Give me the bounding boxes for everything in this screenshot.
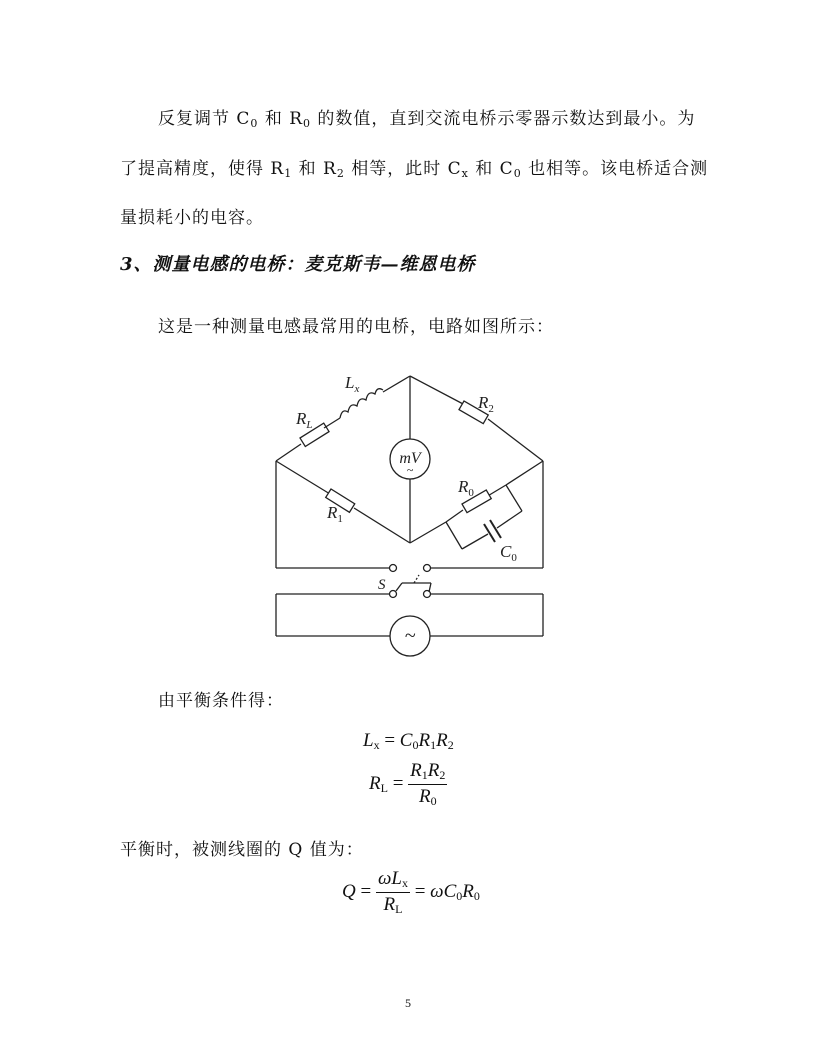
text: 和 R <box>292 159 337 179</box>
ac-source-symbol: ~ <box>404 625 416 647</box>
label-RL: $R_L$ <box>296 409 313 431</box>
maxwell-wien-bridge-diagram <box>262 368 562 658</box>
text: 了提高精度，使得 R <box>120 159 285 179</box>
label-R1: $R_1$ <box>327 503 343 525</box>
subscript: 1 <box>284 167 293 180</box>
balance-intro: 由平衡条件得： <box>158 691 284 711</box>
page-number: 5 <box>405 996 411 1010</box>
label-R2: $R_2$ <box>478 393 494 415</box>
meter-ac-symbol: ~ <box>406 463 414 477</box>
text: 反复调节 C <box>158 109 251 129</box>
text: 和 R <box>258 109 304 129</box>
subscript: 2 <box>336 167 345 180</box>
paragraph-line-2 <box>120 154 708 180</box>
subscript: 0 <box>303 117 312 130</box>
subscript: 0 <box>250 117 259 130</box>
subscript: 0 <box>513 167 522 180</box>
label-R0: $R_0$ <box>458 477 474 499</box>
label-switch: S <box>378 577 386 593</box>
text: 也相等。该电桥适合测 <box>521 159 709 179</box>
text: 相等，此时 C <box>344 159 462 179</box>
text: 和 C <box>468 159 514 179</box>
equation-q-factor: Q = $\frac{\omega L_x}{R_L}$ = $\omega C_0R_0$ <box>342 868 480 916</box>
label-C0: $C_0$ <box>500 542 517 564</box>
section-heading: 3、测量电感的电桥：麦克斯韦—维恩电桥 <box>120 254 476 275</box>
q-intro: 平衡时，被测线圈的 Q 值为： <box>120 840 364 860</box>
label-Lx: $L_x$ <box>345 373 360 395</box>
meter-label: mV <box>399 450 421 467</box>
text: 的数值，直到交流电桥示零器示数达到最小。为 <box>311 109 696 129</box>
equation-resistance: $R_L$ = $\frac{R_1R_2}{R_0}$ <box>369 760 446 808</box>
paragraph-line-1 <box>158 104 695 130</box>
paragraph-line-3: 量损耗小的电容。 <box>120 208 264 228</box>
subscript: x <box>461 167 469 180</box>
equation-inductance: $L_x = C_0R_1R_2$ <box>363 730 454 752</box>
intro-text: 这是一种测量电感最常用的电桥，电路如图所示： <box>158 317 554 337</box>
